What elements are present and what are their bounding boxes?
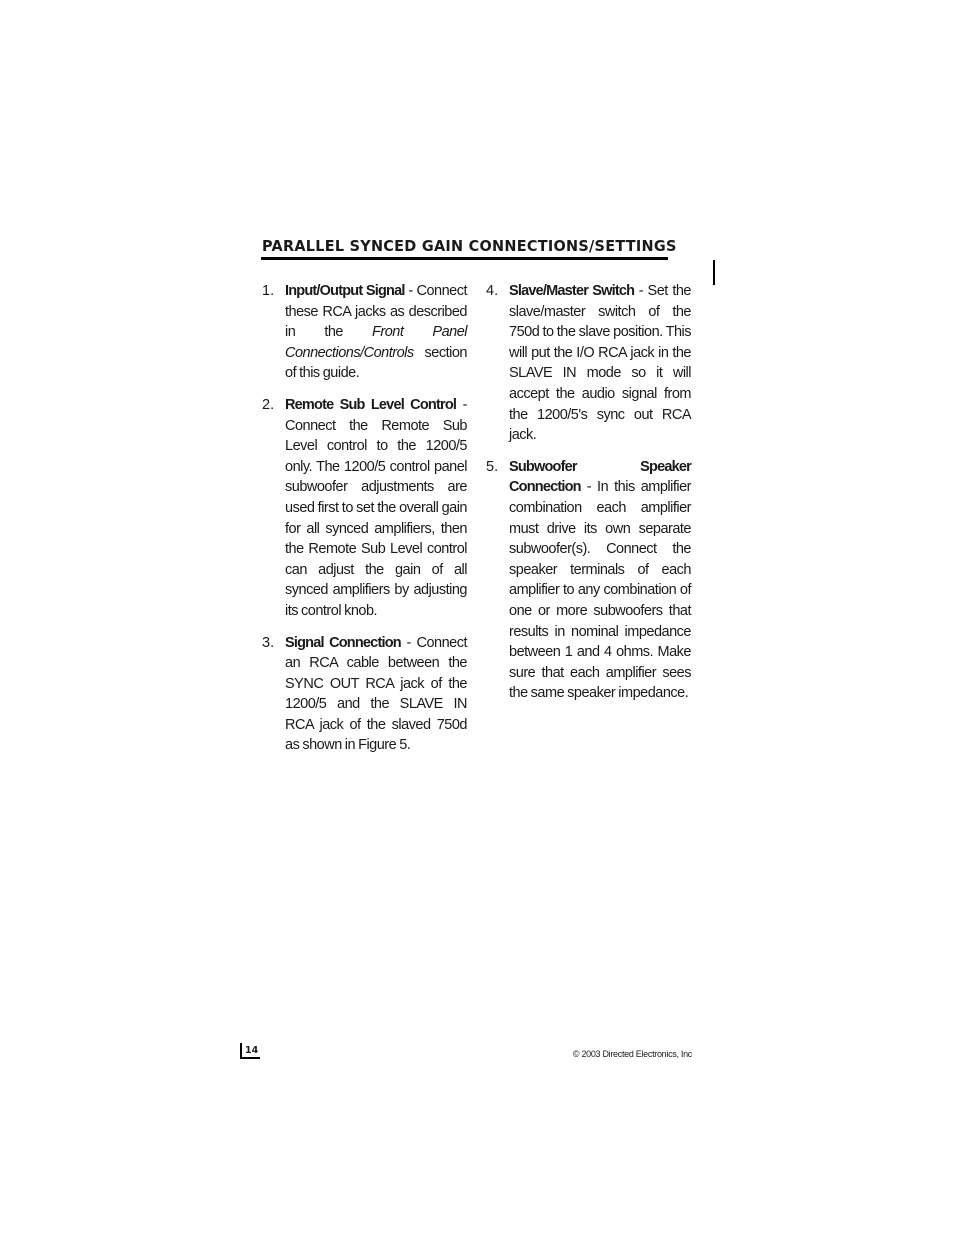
- title-underline: [261, 257, 668, 260]
- page-number-underline: [240, 1057, 260, 1059]
- list-item: [486, 281, 694, 446]
- item-body: - Connect these RCA jacks as described in the: [285, 283, 467, 341]
- item-number: 1.: [262, 283, 275, 299]
- item-heading: Input/Output Signal: [285, 283, 405, 299]
- item-heading: Slave/Master Switch: [509, 283, 635, 299]
- list-item: [486, 457, 694, 704]
- page-number: 14: [245, 1045, 259, 1056]
- item-number: 4.: [486, 283, 499, 299]
- item-number: 2.: [262, 396, 275, 413]
- item-text: [285, 281, 467, 384]
- item-body: - Connect the Remote Sub Level control to the 1200/5 only. The 1200/5 control panel subwoofer adjustments are used first to set the overall gain for all synced amplifiers, then the Remote Sub Level control can adjust the gain of all synced amplifiers by adjusting its control knob.: [285, 396, 467, 619]
- list-item: [262, 633, 470, 757]
- list-item: [262, 395, 470, 622]
- item-text: [285, 633, 467, 757]
- item-reference: Front Panel Connections/Controls: [285, 324, 467, 361]
- list-item: [262, 281, 470, 384]
- item-number: 5.: [486, 458, 499, 475]
- item-number: 3.: [262, 634, 275, 651]
- item-heading: Signal Connection: [285, 634, 401, 651]
- item-heading: Subwoofer Speaker Connection: [509, 458, 691, 496]
- instructions-column-right: [486, 281, 694, 715]
- item-text: [509, 281, 691, 446]
- page-title: PARALLEL SYNCED GAIN CONNECTIONS/SETTINGS: [262, 237, 677, 255]
- item-heading: Remote Sub Level Control: [285, 396, 457, 413]
- item-body: - Connect an RCA cable between the SYNC OUT RCA jack of the 1200/5 and the SLAVE IN RCA jack of the slaved 750d as shown in Figure 5.: [285, 634, 467, 754]
- item-text: [509, 457, 691, 704]
- instructions-column-left: [262, 281, 470, 767]
- copyright-notice: © 2003 Directed Electronics, Inc: [572, 1049, 692, 1059]
- item-body: - Set the slave/master switch of the 750d to the slave position. This will put the I/O RCA jack in the SLAVE IN mode so it will accept the audio signal from the 1200/5's sync out RCA jack.: [509, 283, 691, 444]
- item-body: - In this amplifier combination each amplifier must drive its own separate subwoofer(s). Connect the speaker terminals of each amplifier to any combination of one or more subwoofers that results in nominal impedance between 1 and 4 ohms. Make sure that each amplifier sees the same speaker impedance.: [509, 479, 691, 702]
- corner-mark: [713, 260, 715, 285]
- item-text: [285, 395, 467, 622]
- item-body-end: section of this guide.: [285, 344, 467, 382]
